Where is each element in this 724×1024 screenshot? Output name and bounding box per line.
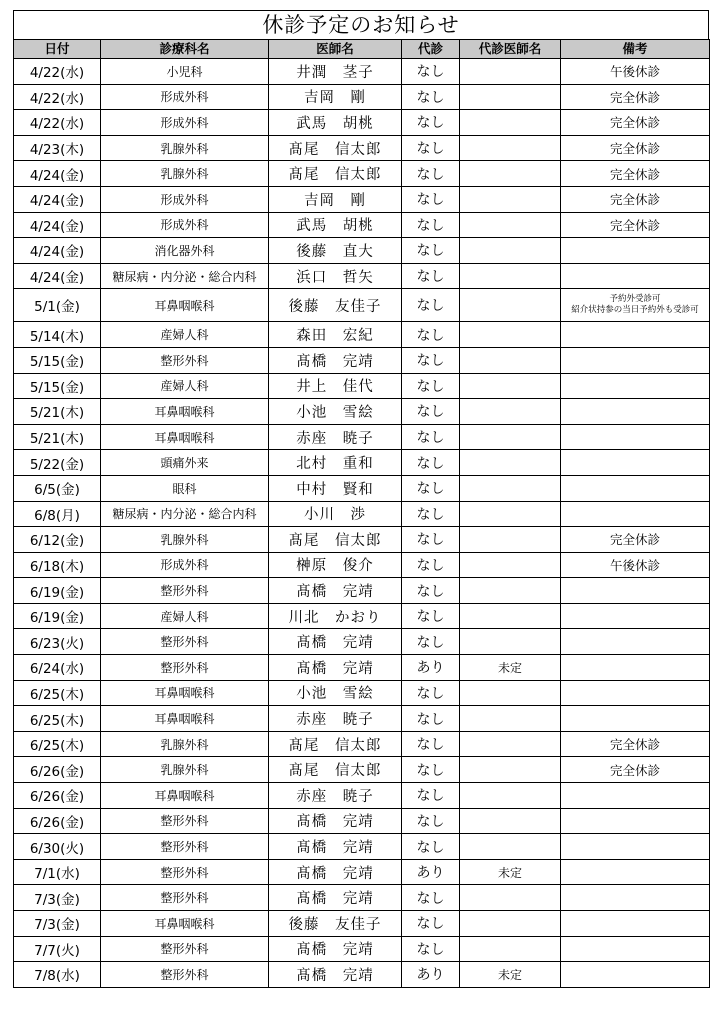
note-cell (561, 238, 710, 264)
table-row (14, 135, 710, 161)
substitute-doctor-cell (460, 263, 561, 289)
dept-cell: 耳鼻咽喉科 (101, 680, 269, 706)
substitute-doctor-cell (460, 603, 561, 629)
substitute-cell: なし (402, 135, 460, 161)
substitute-doctor-cell (460, 834, 561, 860)
date-cell: 6/19(金) (14, 603, 101, 629)
doctor-cell: 井上 佳代 (269, 373, 402, 399)
substitute-doctor-cell (460, 135, 561, 161)
table-row (14, 603, 710, 629)
table-row (14, 834, 710, 860)
note-cell: 完全休診 (561, 110, 710, 136)
date-cell: 7/1(水) (14, 859, 101, 885)
date-cell: 7/7(火) (14, 936, 101, 962)
substitute-cell: なし (402, 373, 460, 399)
table-row (14, 757, 710, 783)
table-row (14, 373, 710, 399)
substitute-doctor-cell (460, 757, 561, 783)
dept-cell: 整形外科 (101, 808, 269, 834)
note-cell (561, 450, 710, 476)
table-row (14, 680, 710, 706)
doctor-cell: 浜口 哲矢 (269, 263, 402, 289)
dept-cell: 整形外科 (101, 655, 269, 681)
substitute-doctor-cell (460, 527, 561, 553)
substitute-cell: なし (402, 680, 460, 706)
doctor-cell: 川北 かおり (269, 603, 402, 629)
doctor-cell: 赤座 暁子 (269, 706, 402, 732)
doctor-cell: 後藤 友佳子 (269, 289, 402, 322)
substitute-doctor-cell (460, 706, 561, 732)
date-cell: 5/15(金) (14, 373, 101, 399)
dept-cell: 耳鼻咽喉科 (101, 911, 269, 937)
header-substitute: 代診 (402, 40, 460, 59)
table-row (14, 475, 710, 501)
substitute-cell: なし (402, 501, 460, 527)
substitute-cell: なし (402, 527, 460, 553)
substitute-cell: なし (402, 84, 460, 110)
doctor-cell: 髙尾 信太郎 (269, 757, 402, 783)
substitute-cell: なし (402, 289, 460, 322)
substitute-doctor-cell (460, 936, 561, 962)
dept-cell: 乳腺外科 (101, 527, 269, 553)
doctor-cell: 髙橋 完靖 (269, 629, 402, 655)
substitute-cell: なし (402, 808, 460, 834)
date-cell: 6/26(金) (14, 783, 101, 809)
dept-cell: 産婦人科 (101, 373, 269, 399)
substitute-doctor-cell (460, 808, 561, 834)
substitute-doctor-cell (460, 783, 561, 809)
substitute-doctor-cell: 未定 (460, 655, 561, 681)
doctor-cell: 髙橋 完靖 (269, 885, 402, 911)
doctor-cell: 中村 賢和 (269, 475, 402, 501)
doctor-cell: 赤座 暁子 (269, 783, 402, 809)
note-cell (561, 322, 710, 348)
substitute-cell: なし (402, 936, 460, 962)
substitute-doctor-cell (460, 424, 561, 450)
date-cell: 5/21(木) (14, 399, 101, 425)
date-cell: 4/24(金) (14, 212, 101, 238)
substitute-cell: なし (402, 347, 460, 373)
dept-cell: 耳鼻咽喉科 (101, 399, 269, 425)
doctor-cell: 髙橋 完靖 (269, 808, 402, 834)
dept-cell: 耳鼻咽喉科 (101, 289, 269, 322)
substitute-doctor-cell (460, 161, 561, 187)
note-cell: 完全休診 (561, 161, 710, 187)
substitute-cell: あり (402, 655, 460, 681)
substitute-doctor-cell (460, 347, 561, 373)
date-cell: 4/24(金) (14, 238, 101, 264)
date-cell: 4/22(水) (14, 110, 101, 136)
substitute-cell: あり (402, 859, 460, 885)
note-cell (561, 501, 710, 527)
substitute-cell: なし (402, 110, 460, 136)
table-body (14, 59, 710, 988)
doctor-cell: 髙尾 信太郎 (269, 731, 402, 757)
substitute-doctor-cell (460, 578, 561, 604)
dept-cell: 整形外科 (101, 962, 269, 988)
table-row (14, 322, 710, 348)
table-row (14, 962, 710, 988)
substitute-doctor-cell (460, 450, 561, 476)
table-row (14, 161, 710, 187)
schedule-sheet (13, 10, 709, 988)
substitute-cell: なし (402, 783, 460, 809)
substitute-cell: なし (402, 475, 460, 501)
table-row (14, 911, 710, 937)
header-note: 備考 (561, 40, 710, 59)
note-line: 紹介状持参の当日予約外も受診可 (571, 305, 699, 316)
dept-cell: 整形外科 (101, 859, 269, 885)
substitute-doctor-cell (460, 552, 561, 578)
table-row (14, 885, 710, 911)
date-cell: 6/12(金) (14, 527, 101, 553)
dept-cell: 整形外科 (101, 885, 269, 911)
date-cell: 6/19(金) (14, 578, 101, 604)
dept-cell: 耳鼻咽喉科 (101, 706, 269, 732)
substitute-cell: なし (402, 911, 460, 937)
date-cell: 4/24(金) (14, 263, 101, 289)
substitute-cell: なし (402, 322, 460, 348)
date-cell: 6/30(火) (14, 834, 101, 860)
dept-cell: 形成外科 (101, 84, 269, 110)
note-cell (561, 936, 710, 962)
date-cell: 5/21(木) (14, 424, 101, 450)
note-cell (561, 655, 710, 681)
note-cell (561, 578, 710, 604)
doctor-cell: 森田 宏紀 (269, 322, 402, 348)
table-row (14, 347, 710, 373)
substitute-doctor-cell (460, 322, 561, 348)
note-cell (561, 603, 710, 629)
date-cell: 4/23(木) (14, 135, 101, 161)
table-row (14, 212, 710, 238)
table-row (14, 527, 710, 553)
date-cell: 4/24(金) (14, 161, 101, 187)
note-cell (561, 373, 710, 399)
header-substitute-doctor: 代診医師名 (460, 40, 561, 59)
doctor-cell: 武馬 胡桃 (269, 212, 402, 238)
doctor-cell: 髙橋 完靖 (269, 859, 402, 885)
doctor-cell: 武馬 胡桃 (269, 110, 402, 136)
substitute-cell: なし (402, 263, 460, 289)
dept-cell: 消化器外科 (101, 238, 269, 264)
dept-cell: 乳腺外科 (101, 757, 269, 783)
doctor-cell: 吉岡 剛 (269, 186, 402, 212)
substitute-doctor-cell (460, 212, 561, 238)
substitute-doctor-cell (460, 289, 561, 322)
substitute-cell: なし (402, 161, 460, 187)
substitute-cell: なし (402, 186, 460, 212)
note-cell: 完全休診 (561, 527, 710, 553)
doctor-cell: 後藤 友佳子 (269, 911, 402, 937)
header-date: 日付 (14, 40, 101, 59)
substitute-cell: なし (402, 238, 460, 264)
table-row (14, 629, 710, 655)
dept-cell: 形成外科 (101, 212, 269, 238)
note-cell: 完全休診 (561, 731, 710, 757)
note-line: 予約外受診可 (609, 294, 661, 305)
doctor-cell: 髙橋 完靖 (269, 655, 402, 681)
dept-cell: 形成外科 (101, 110, 269, 136)
doctor-cell: 榊原 俊介 (269, 552, 402, 578)
date-cell: 6/25(木) (14, 731, 101, 757)
substitute-cell: なし (402, 706, 460, 732)
dept-cell: 整形外科 (101, 347, 269, 373)
doctor-cell: 髙橋 完靖 (269, 936, 402, 962)
dept-cell: 整形外科 (101, 834, 269, 860)
page-title: 休診予定のお知らせ (13, 10, 709, 39)
dept-cell: 形成外科 (101, 186, 269, 212)
table-row (14, 59, 710, 85)
doctor-cell: 髙尾 信太郎 (269, 135, 402, 161)
substitute-doctor-cell (460, 238, 561, 264)
doctor-cell: 後藤 直大 (269, 238, 402, 264)
date-cell: 5/15(金) (14, 347, 101, 373)
note-cell (561, 399, 710, 425)
note-cell: 完全休診 (561, 84, 710, 110)
date-cell: 4/22(水) (14, 84, 101, 110)
substitute-cell: なし (402, 578, 460, 604)
date-cell: 6/25(木) (14, 706, 101, 732)
note-cell: 午後休診 (561, 59, 710, 85)
doctor-cell: 髙尾 信太郎 (269, 527, 402, 553)
table-row (14, 859, 710, 885)
substitute-doctor-cell (460, 84, 561, 110)
note-cell (561, 680, 710, 706)
dept-cell: 耳鼻咽喉科 (101, 424, 269, 450)
substitute-cell: なし (402, 424, 460, 450)
date-cell: 6/23(火) (14, 629, 101, 655)
date-cell: 4/24(金) (14, 186, 101, 212)
table-row (14, 289, 710, 322)
dept-cell: 乳腺外科 (101, 161, 269, 187)
note-cell (561, 859, 710, 885)
table-row (14, 450, 710, 476)
substitute-cell: なし (402, 450, 460, 476)
dept-cell: 乳腺外科 (101, 135, 269, 161)
substitute-cell: なし (402, 59, 460, 85)
substitute-cell: なし (402, 629, 460, 655)
note-cell: 完全休診 (561, 212, 710, 238)
dept-cell: 眼科 (101, 475, 269, 501)
note-cell: 完全休診 (561, 135, 710, 161)
date-cell: 6/8(月) (14, 501, 101, 527)
note-cell (561, 289, 710, 322)
dept-cell: 耳鼻咽喉科 (101, 783, 269, 809)
substitute-cell: なし (402, 603, 460, 629)
date-cell: 6/26(金) (14, 808, 101, 834)
table-row (14, 263, 710, 289)
table-row (14, 808, 710, 834)
note-cell (561, 347, 710, 373)
doctor-cell: 北村 重和 (269, 450, 402, 476)
note-cell (561, 885, 710, 911)
table-row (14, 552, 710, 578)
substitute-doctor-cell (460, 731, 561, 757)
substitute-doctor-cell (460, 629, 561, 655)
note-cell: 午後休診 (561, 552, 710, 578)
doctor-cell: 赤座 暁子 (269, 424, 402, 450)
date-cell: 5/22(金) (14, 450, 101, 476)
date-cell: 6/5(金) (14, 475, 101, 501)
dept-cell: 頭痛外来 (101, 450, 269, 476)
dept-cell: 整形外科 (101, 578, 269, 604)
table-row (14, 706, 710, 732)
substitute-cell: なし (402, 731, 460, 757)
note-cell (561, 962, 710, 988)
substitute-doctor-cell (460, 186, 561, 212)
doctor-cell: 小池 雪絵 (269, 399, 402, 425)
substitute-cell: あり (402, 962, 460, 988)
table-row (14, 186, 710, 212)
substitute-doctor-cell (460, 399, 561, 425)
substitute-cell: なし (402, 212, 460, 238)
dept-cell: 小児科 (101, 59, 269, 85)
date-cell: 5/1(金) (14, 289, 101, 322)
table-row (14, 399, 710, 425)
date-cell: 7/3(金) (14, 885, 101, 911)
note-cell (561, 911, 710, 937)
doctor-cell: 小池 雪絵 (269, 680, 402, 706)
table-row (14, 578, 710, 604)
table-row (14, 731, 710, 757)
substitute-cell: なし (402, 399, 460, 425)
header-row (14, 40, 710, 59)
substitute-doctor-cell (460, 110, 561, 136)
doctor-cell: 髙尾 信太郎 (269, 161, 402, 187)
date-cell: 4/22(水) (14, 59, 101, 85)
dept-cell: 糖尿病・内分泌・総合内科 (101, 263, 269, 289)
note-cell (561, 424, 710, 450)
header-dept: 診療科名 (101, 40, 269, 59)
table-row (14, 84, 710, 110)
doctor-cell: 髙橋 完靖 (269, 347, 402, 373)
date-cell: 6/18(木) (14, 552, 101, 578)
note-cell (561, 475, 710, 501)
date-cell: 6/24(水) (14, 655, 101, 681)
substitute-cell: なし (402, 757, 460, 783)
substitute-cell: なし (402, 834, 460, 860)
substitute-doctor-cell: 未定 (460, 859, 561, 885)
note-cell (561, 263, 710, 289)
dept-cell: 形成外科 (101, 552, 269, 578)
substitute-doctor-cell (460, 501, 561, 527)
substitute-cell: なし (402, 885, 460, 911)
date-cell: 6/25(木) (14, 680, 101, 706)
table-row (14, 655, 710, 681)
note-cell (561, 808, 710, 834)
doctor-cell: 髙橋 完靖 (269, 834, 402, 860)
substitute-doctor-cell (460, 475, 561, 501)
date-cell: 7/8(水) (14, 962, 101, 988)
substitute-doctor-cell (460, 680, 561, 706)
dept-cell: 整形外科 (101, 936, 269, 962)
substitute-doctor-cell (460, 885, 561, 911)
closure-table (13, 39, 710, 988)
dept-cell: 産婦人科 (101, 322, 269, 348)
date-cell: 5/14(木) (14, 322, 101, 348)
dept-cell: 産婦人科 (101, 603, 269, 629)
table-row (14, 501, 710, 527)
substitute-doctor-cell (460, 373, 561, 399)
table-row (14, 238, 710, 264)
doctor-cell: 吉岡 剛 (269, 84, 402, 110)
doctor-cell: 小川 渉 (269, 501, 402, 527)
date-cell: 6/26(金) (14, 757, 101, 783)
note-cell (561, 834, 710, 860)
doctor-cell: 髙橋 完靖 (269, 962, 402, 988)
dept-cell: 糖尿病・内分泌・総合内科 (101, 501, 269, 527)
table-row (14, 783, 710, 809)
table-row (14, 936, 710, 962)
header-doctor: 医師名 (269, 40, 402, 59)
note-cell (561, 706, 710, 732)
note-cell (561, 783, 710, 809)
doctor-cell: 井潤 茎子 (269, 59, 402, 85)
doctor-cell: 髙橋 完靖 (269, 578, 402, 604)
substitute-doctor-cell (460, 911, 561, 937)
dept-cell: 乳腺外科 (101, 731, 269, 757)
substitute-doctor-cell (460, 59, 561, 85)
note-cell: 完全休診 (561, 757, 710, 783)
dept-cell: 整形外科 (101, 629, 269, 655)
table-row (14, 110, 710, 136)
date-cell: 7/3(金) (14, 911, 101, 937)
substitute-doctor-cell: 未定 (460, 962, 561, 988)
substitute-cell: なし (402, 552, 460, 578)
note-cell (561, 629, 710, 655)
note-cell: 完全休診 (561, 186, 710, 212)
table-row (14, 424, 710, 450)
